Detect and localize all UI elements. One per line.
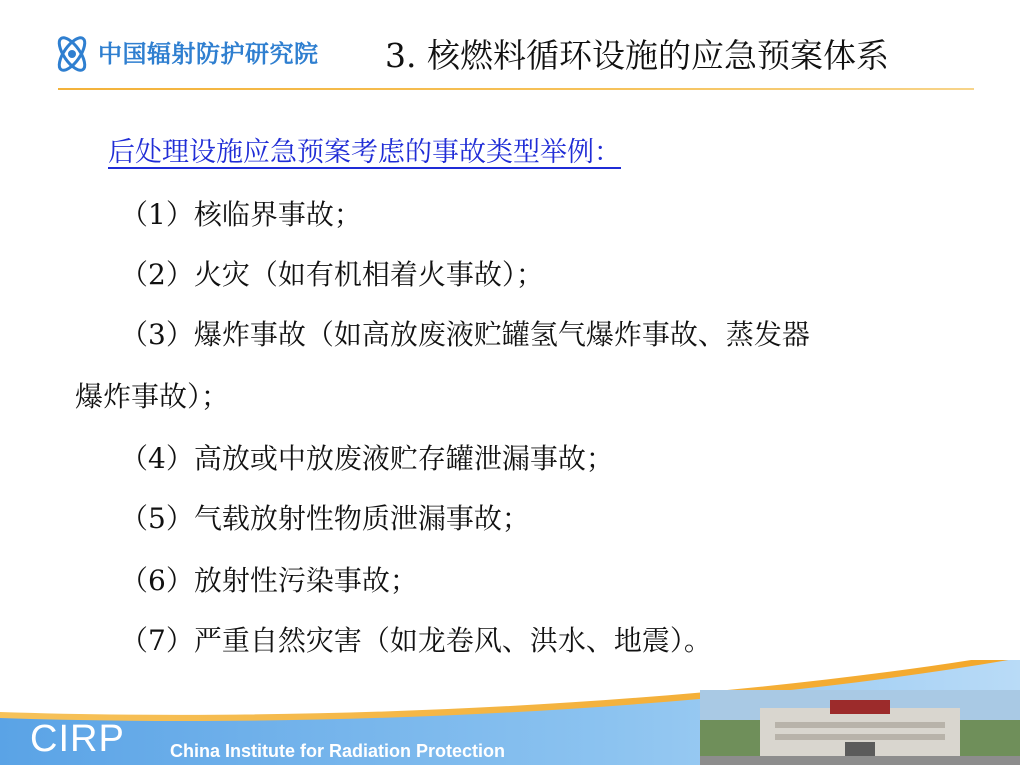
org-english-name: China Institute for Radiation Protection bbox=[170, 741, 506, 761]
list-item: （5）气载放射性物质泄漏事故； bbox=[120, 502, 530, 535]
list-item-continuation: 爆炸事故）； bbox=[75, 380, 230, 413]
header-divider bbox=[58, 88, 974, 90]
slide-header bbox=[0, 0, 1020, 92]
section-subtitle: 后处理设施应急预案考虑的事故类型举例： bbox=[108, 137, 621, 168]
list-item: （3）爆炸事故（如高放废液贮罐氢气爆炸事故、蒸发器 bbox=[120, 318, 810, 351]
cirp-logo-text: CIRP bbox=[30, 718, 125, 760]
list-item: （7）严重自然灾害（如龙卷风、洪水、地震）。 bbox=[120, 624, 712, 657]
atom-logo-icon bbox=[52, 30, 92, 78]
institute-building-image bbox=[700, 690, 1020, 765]
list-item: （2）火灾（如有机相着火事故）； bbox=[120, 258, 544, 291]
list-item: （4）高放或中放废液贮存罐泄漏事故； bbox=[120, 442, 614, 475]
list-item: （6）放射性污染事故； bbox=[120, 564, 418, 597]
list-item: （1）核临界事故； bbox=[120, 198, 362, 231]
slide-footer bbox=[0, 660, 1020, 765]
org-name: 中国辐射防护研究院 bbox=[98, 40, 319, 68]
slide-title: 3. 核燃料循环设施的应急预案体系 bbox=[385, 36, 889, 75]
